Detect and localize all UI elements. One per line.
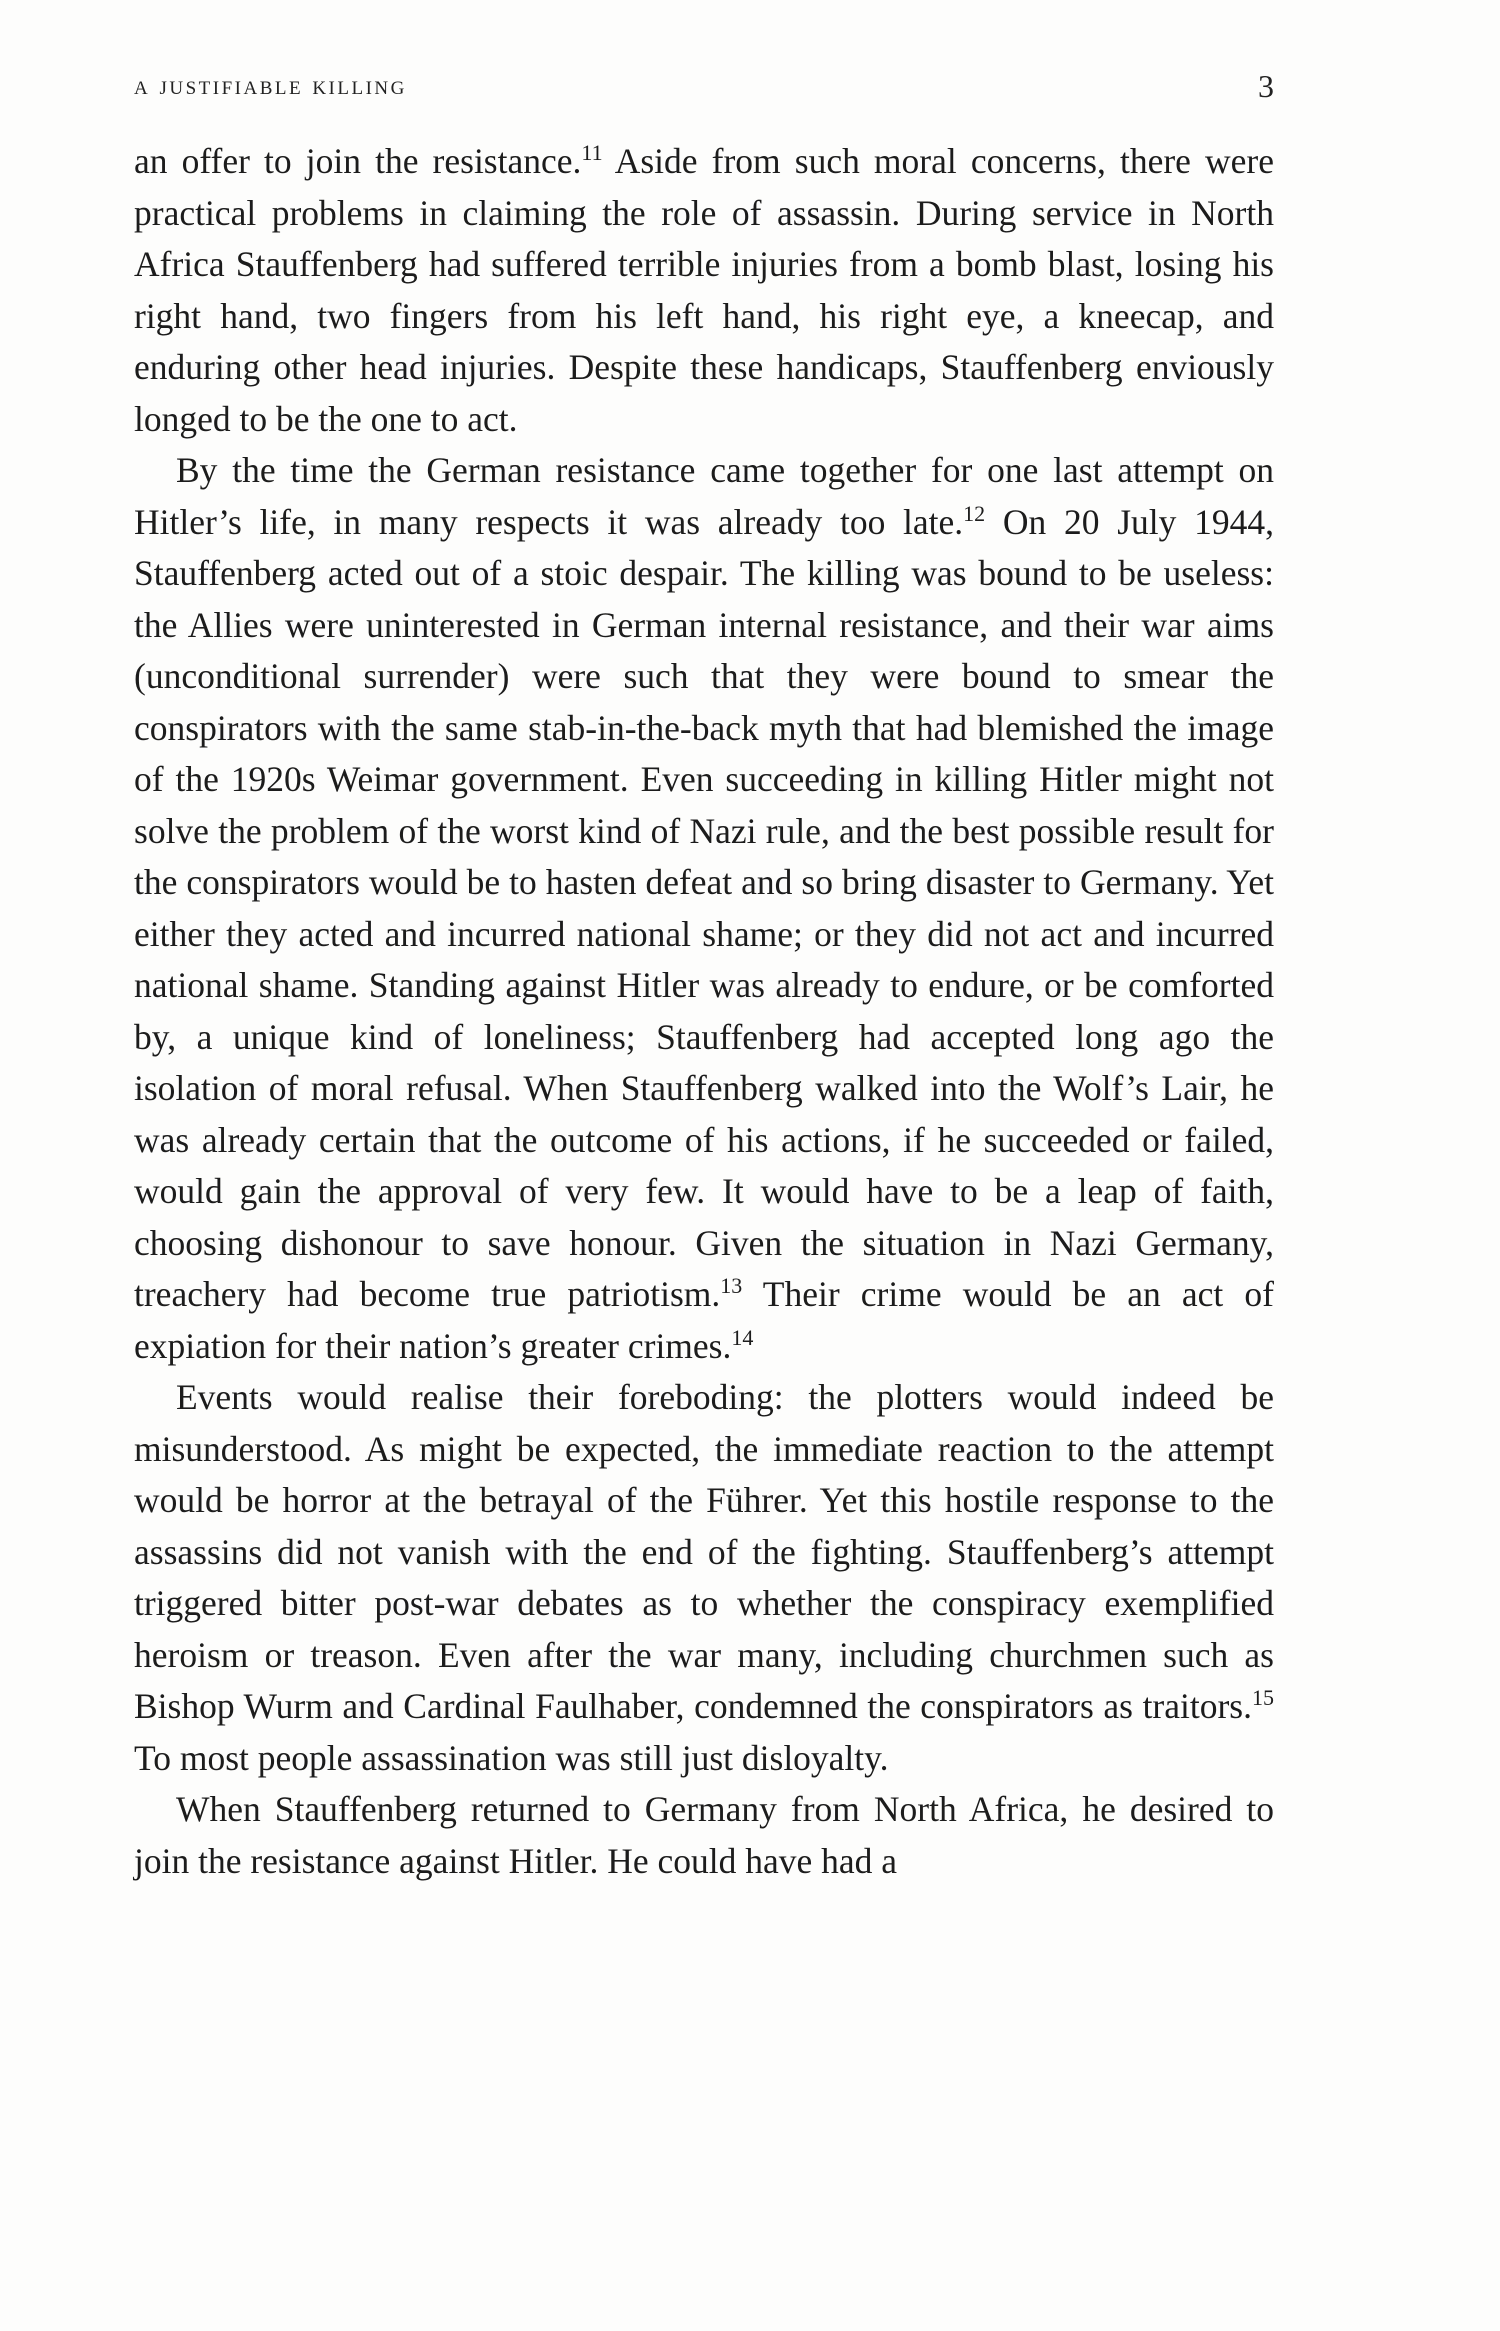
paragraph-text: When Stauffenberg returned to Germany from North Africa, he desired to join the resistance against Hitler. He could have had a (134, 1789, 1274, 1881)
page-number: 3 (1258, 68, 1274, 104)
paragraph (134, 136, 1274, 445)
paragraph-text: On 20 July 1944, Stauffenberg acted out of a stoic despair. The killing was bound to be useless: the Allies were uninterested in German internal resistance, and their war aims (unconditional surrender) were such that they were bound to smear the conspirators with the same stab-in-the-back myth that had blemished the image of the 1920s Weimar government. Even succeeding in killing Hitler might not solve the problem of the worst kind of Nazi rule, and the best possible result for the conspirators would be to hasten defeat and so bring disaster to Germany. Yet either they acted and incurred national shame; or they did not act and incurred national shame. Standing against Hitler was already to endure, or be comforted by, a unique kind of loneliness; Stauffenberg had accepted long ago the isolation of moral refusal. When Stauffenberg walked into the Wolf’s Lair, he was already certain that the outcome of his actions, if he succeeded or failed, would gain the approval of very few. It would have to be a leap of faith, choosing dishonour to save honour. Given the situation in Nazi Germany, treachery had become true patriotism. (134, 501, 1274, 1314)
footnote-marker[interactable]: 15 (1252, 1685, 1274, 1710)
paragraph (134, 1784, 1274, 1887)
paragraph-text: Events would realise their foreboding: the plotters would indeed be misunderstood. As might be expected, the immediate reaction to the attempt would be horror at the betrayal of the Führer. Yet this hostile response to the assassins did not vanish with the end of the fighting. Stauffenberg’s attempt triggered bitter post-war debates as to whether the conspiracy exemplified heroism or treason. Even after the war many, including churchmen such as Bishop Wurm and Cardinal Faulhaber, condemned the conspirators as traitors. (134, 1377, 1274, 1726)
paragraph-text: Their crime would be an act of expiation for their nation’s greater crimes. (134, 1274, 1274, 1366)
paragraph-text: By the time the German resistance came together for one last attempt on Hitler’s life, in many respects it was already too late. (134, 450, 1274, 542)
running-head (134, 66, 1274, 110)
footnote-marker[interactable]: 11 (581, 140, 603, 165)
paragraph-text: an offer to join the resistance. (134, 141, 582, 181)
footnote-marker[interactable]: 12 (963, 500, 986, 526)
paragraph-text: To most people assassination was still just disloyalty. (134, 1737, 889, 1778)
running-title: a justifiable killing (134, 70, 407, 100)
paragraph (134, 1372, 1274, 1784)
footnote-marker[interactable]: 13 (720, 1273, 743, 1298)
footnote-marker[interactable]: 14 (731, 1324, 754, 1350)
body-text (134, 136, 1274, 1887)
paragraph (134, 445, 1274, 1372)
paragraph-text: Aside from such moral concerns, there were practical problems in claiming the role of assassin. During service in North Africa Stauffenberg had suffered terrible injuries from a bomb blast, losing his right hand, two fingers from his left hand, his right eye, a kneecap, and enduring other head injuries. Despite these handicaps, Stauffenberg enviously longed to be the one to act. (134, 141, 1274, 439)
